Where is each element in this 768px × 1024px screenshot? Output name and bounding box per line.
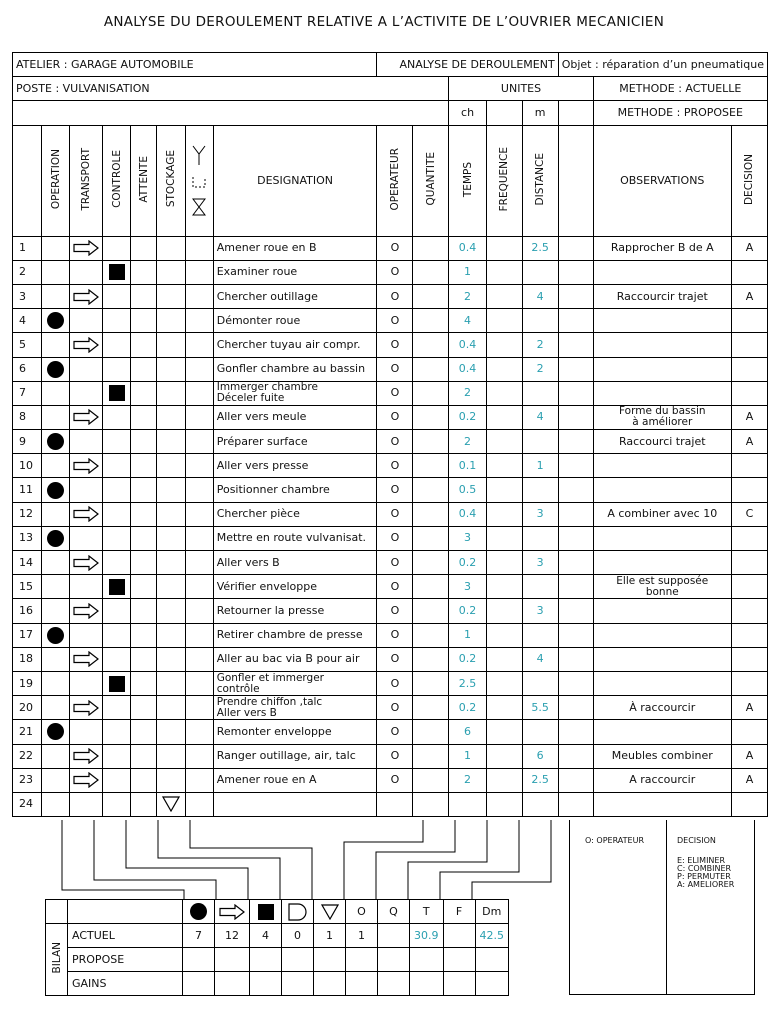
designation-cell: Vérifier enveloppe [213, 575, 377, 599]
designation-cell: Démonter roue [213, 309, 377, 333]
bilan-controle [250, 972, 282, 996]
operateur-cell: O [377, 744, 413, 768]
temps-cell: 2 [449, 768, 486, 792]
bilan-head-symbol [282, 900, 314, 924]
observations-cell: Forme du bassin à améliorer [593, 405, 731, 429]
temps-cell: 0.4 [449, 236, 486, 260]
col-temps: TEMPS [449, 125, 486, 236]
row-number: 2 [13, 260, 42, 284]
distance-cell: 1 [522, 454, 558, 478]
bilan-transport: 12 [215, 924, 250, 948]
legend-decision-item: E: ELIMINER [677, 856, 726, 865]
distance-cell: 4 [522, 405, 558, 429]
row-number: 12 [13, 502, 42, 526]
row-number: 15 [13, 575, 42, 599]
col-frequence: FREQUENCE [486, 125, 522, 236]
col-quantite: QUANTITE [413, 125, 449, 236]
designation-cell: Ranger outillage, air, talc [213, 744, 377, 768]
col-stockage: STOCKAGE [157, 125, 186, 236]
bilan-row [46, 972, 509, 996]
distance-cell: 3 [522, 599, 558, 623]
distance-cell: 5.5 [522, 696, 558, 720]
designation-cell: Prendre chiffon ,talc Aller vers B [213, 696, 377, 720]
designation-cell: Retourner la presse [213, 599, 377, 623]
row-number: 22 [13, 744, 42, 768]
legend-decision-items [677, 857, 734, 889]
designation-cell: Amener roue en A [213, 768, 377, 792]
distance-cell: 2 [522, 357, 558, 381]
operateur-cell: O [377, 260, 413, 284]
col-observations: OBSERVATIONS [593, 125, 731, 236]
temps-cell: 2 [449, 284, 486, 308]
row-number: 4 [13, 309, 42, 333]
connector-line [126, 820, 248, 899]
row-number: 19 [13, 671, 42, 695]
bilan-controle: 4 [250, 924, 282, 948]
col-decision: DECISION [731, 125, 767, 236]
temps-cell: 1 [449, 623, 486, 647]
row-number: 9 [13, 430, 42, 454]
col-distance: DISTANCE [522, 125, 558, 236]
bilan-row [46, 948, 509, 972]
row-number: 5 [13, 333, 42, 357]
decision-cell: A [731, 284, 767, 308]
observations-cell: A combiner avec 10 [593, 502, 731, 526]
bilan-f [443, 924, 475, 948]
row-number: 16 [13, 599, 42, 623]
bilan-head-o: O [346, 900, 378, 924]
temps-cell: 4 [449, 309, 486, 333]
unit-ch: ch [449, 101, 486, 125]
temps-cell: 0.1 [449, 454, 486, 478]
row-number: 7 [13, 381, 42, 405]
decision-cell: A [731, 236, 767, 260]
transport-arrow-icon [219, 904, 245, 920]
observations-cell: Meubles combiner [593, 744, 731, 768]
temps-cell: 0.2 [449, 405, 486, 429]
unites-cell: UNITES [449, 77, 593, 101]
row-number: 14 [13, 551, 42, 575]
designation-cell: Aller vers meule [213, 405, 377, 429]
distance-cell: 3 [522, 551, 558, 575]
temps-cell: 2 [449, 381, 486, 405]
col-transport: TRANSPORT [70, 125, 103, 236]
decision-cell: C [731, 502, 767, 526]
connector-line [440, 820, 519, 899]
temps-cell: 1 [449, 260, 486, 284]
bilan-head-t: T [410, 900, 444, 924]
operateur-cell: O [377, 502, 413, 526]
bilan-t [410, 948, 444, 972]
bilan-dm [475, 972, 509, 996]
designation-cell: Chercher tuyau air compr. [213, 333, 377, 357]
atelier-cell: ATELIER : GARAGE AUTOMOBILE [13, 53, 377, 77]
temps-cell: 0.4 [449, 502, 486, 526]
temps-cell: 2.5 [449, 671, 486, 695]
operateur-cell: O [377, 357, 413, 381]
bilan-q [378, 924, 410, 948]
bilan-t [410, 972, 444, 996]
temps-cell: 0.4 [449, 357, 486, 381]
designation-cell: Aller vers B [213, 551, 377, 575]
legend-decision-item: C: COMBINER [677, 864, 732, 873]
temps-cell: 0.5 [449, 478, 486, 502]
col-controle: CONTROLE [103, 125, 131, 236]
decision-cell: A [731, 744, 767, 768]
bilan-head-q: Q [378, 900, 410, 924]
bilan-stockage [314, 948, 346, 972]
legend-operateur: O: OPERATEUR [585, 836, 645, 845]
bilan-row-label: ACTUEL [68, 924, 183, 948]
designation-cell: Mettre en route vulvanisat. [213, 526, 377, 550]
bilan-dm: 42.5 [475, 924, 509, 948]
designation-cell: Chercher pièce [213, 502, 377, 526]
operateur-cell: O [377, 599, 413, 623]
designation-cell: Aller au bac via B pour air [213, 647, 377, 671]
designation-cell: Aller vers presse [213, 454, 377, 478]
row-number: 3 [13, 284, 42, 308]
distance-cell: 3 [522, 502, 558, 526]
control-square-icon [258, 904, 274, 920]
col-attente: ATTENTE [131, 125, 157, 236]
row-number: 18 [13, 647, 42, 671]
designation-cell: Gonfler chambre au bassin [213, 357, 377, 381]
designation-cell: Remonter enveloppe [213, 720, 377, 744]
decision-cell: A [731, 405, 767, 429]
legend-divider [666, 820, 667, 995]
operateur-cell: O [377, 696, 413, 720]
bilan-row [46, 924, 509, 948]
observations-cell: Elle est supposée bonne [593, 575, 731, 599]
observations-cell: A raccourcir [593, 768, 731, 792]
designation-cell: Retirer chambre de presse [213, 623, 377, 647]
bilan-operation [183, 948, 215, 972]
distance-cell: 2.5 [522, 768, 558, 792]
bilan-operation [183, 972, 215, 996]
connector-line [376, 820, 455, 899]
observations-cell: Rapprocher B de A [593, 236, 731, 260]
page-title: ANALYSE DU DEROULEMENT RELATIVE A L’ACTIVITE DE L’OUVRIER MECANICIEN [103, 14, 665, 30]
designation-cell: Immerger chambre Déceler fuite [213, 381, 377, 405]
bilan-o [346, 948, 378, 972]
bilan-operation: 7 [183, 924, 215, 948]
decision-cell: A [731, 430, 767, 454]
temps-cell: 1 [449, 744, 486, 768]
operateur-cell: O [377, 430, 413, 454]
designation-cell: Préparer surface [213, 430, 377, 454]
observations-cell: À raccourcir [593, 696, 731, 720]
operateur-cell: O [377, 454, 413, 478]
temps-cell: 0.2 [449, 599, 486, 623]
decision-cell: A [731, 768, 767, 792]
designation-cell: Amener roue en B [213, 236, 377, 260]
bilan-transport [215, 972, 250, 996]
row-number: 6 [13, 357, 42, 381]
operation-circle-icon [190, 903, 207, 920]
distance-cell: 6 [522, 744, 558, 768]
bilan-head-symbol [314, 900, 346, 924]
observations-cell: Raccourcir trajet [593, 284, 731, 308]
observations-cell: Raccourci trajet [593, 430, 731, 454]
operateur-cell: O [377, 551, 413, 575]
bilan-f [443, 972, 475, 996]
operateur-cell: O [377, 333, 413, 357]
operateur-cell: O [377, 623, 413, 647]
bilan-head-dm: Dm [475, 900, 509, 924]
designation-cell: Examiner roue [213, 260, 377, 284]
temps-cell: 3 [449, 575, 486, 599]
bilan-head-symbol [215, 900, 250, 924]
bilan-q [378, 972, 410, 996]
row-number: 11 [13, 478, 42, 502]
methode-actuelle-cell: METHODE : ACTUELLE [593, 77, 767, 101]
designation-cell: Positionner chambre [213, 478, 377, 502]
connector-line [408, 820, 487, 899]
operateur-cell: O [377, 284, 413, 308]
operateur-cell: O [377, 381, 413, 405]
bilan-o: 1 [346, 924, 378, 948]
connector-line [344, 820, 423, 899]
bilan-stockage: 1 [314, 924, 346, 948]
bilan-row-label: PROPOSE [68, 948, 183, 972]
col-designation: DESIGNATION [213, 125, 377, 236]
stockage-triangle-icon [321, 904, 339, 920]
operateur-cell: O [377, 405, 413, 429]
operateur-cell: O [377, 575, 413, 599]
row-number: 20 [13, 696, 42, 720]
operateur-cell: O [377, 768, 413, 792]
bilan-t: 30.9 [410, 924, 444, 948]
legend-box [569, 820, 755, 995]
temps-cell: 0.2 [449, 551, 486, 575]
row-number: 21 [13, 720, 42, 744]
operateur-cell: O [377, 478, 413, 502]
temps-cell: 0.2 [449, 647, 486, 671]
bilan-row-label: GAINS [68, 972, 183, 996]
bilan-stockage [314, 972, 346, 996]
designation-cell: Gonfler et immerger contrôle [213, 671, 377, 695]
col-operation: OPERATION [41, 125, 69, 236]
bilan-transport [215, 948, 250, 972]
bilan-label: BILAN [46, 924, 68, 996]
row-number: 1 [13, 236, 42, 260]
operateur-cell: O [377, 671, 413, 695]
bilan-dm [475, 948, 509, 972]
legend-decision-item: P: PERMUTER [677, 872, 731, 881]
bilan-table [45, 899, 509, 996]
distance-cell: 4 [522, 284, 558, 308]
bilan-attente [282, 948, 314, 972]
row-number: 17 [13, 623, 42, 647]
operateur-cell: O [377, 236, 413, 260]
distance-cell: 4 [522, 647, 558, 671]
operateur-cell: O [377, 309, 413, 333]
analyse-cell: ANALYSE DE DEROULEMENT [377, 53, 558, 77]
distance-cell: 2 [522, 333, 558, 357]
bilan-f [443, 948, 475, 972]
row-number: 23 [13, 768, 42, 792]
connector-line [94, 820, 216, 899]
attente-d-icon [287, 903, 309, 921]
temps-cell: 0.4 [449, 333, 486, 357]
bilan-head-symbol [183, 900, 215, 924]
connector-line [62, 820, 184, 899]
col-operateur: OPERATEUR [377, 125, 413, 236]
operateur-cell: O [377, 647, 413, 671]
operateur-cell: O [377, 720, 413, 744]
row-number: 10 [13, 454, 42, 478]
bilan-attente [282, 972, 314, 996]
row-number: 13 [13, 526, 42, 550]
unit-m: m [522, 101, 558, 125]
bilan-head-f: F [443, 900, 475, 924]
row-number: 24 [13, 792, 42, 816]
row-number: 8 [13, 405, 42, 429]
connector-line [190, 820, 312, 899]
bilan-head-symbol [250, 900, 282, 924]
methode-proposee-cell: METHODE : PROPOSEE [593, 101, 767, 125]
operateur-cell: O [377, 526, 413, 550]
decision-cell: A [731, 696, 767, 720]
objet-cell: Objet : réparation d’un pneumatique [558, 53, 767, 77]
designation-cell: Chercher outillage [213, 284, 377, 308]
bilan-o [346, 972, 378, 996]
connector-line [472, 820, 551, 899]
bilan-controle [250, 948, 282, 972]
connector-line [158, 820, 280, 899]
legend-decision-item: A: AMELIORER [677, 880, 735, 889]
temps-cell: 6 [449, 720, 486, 744]
distance-cell: 2.5 [522, 236, 558, 260]
legend-decision-title: DECISION [677, 836, 716, 845]
poste-cell: POSTE : VULVANISATION [13, 77, 449, 101]
temps-cell: 2 [449, 430, 486, 454]
temps-cell: 0.2 [449, 696, 486, 720]
bilan-q [378, 948, 410, 972]
temps-cell: 3 [449, 526, 486, 550]
bilan-attente: 0 [282, 924, 314, 948]
